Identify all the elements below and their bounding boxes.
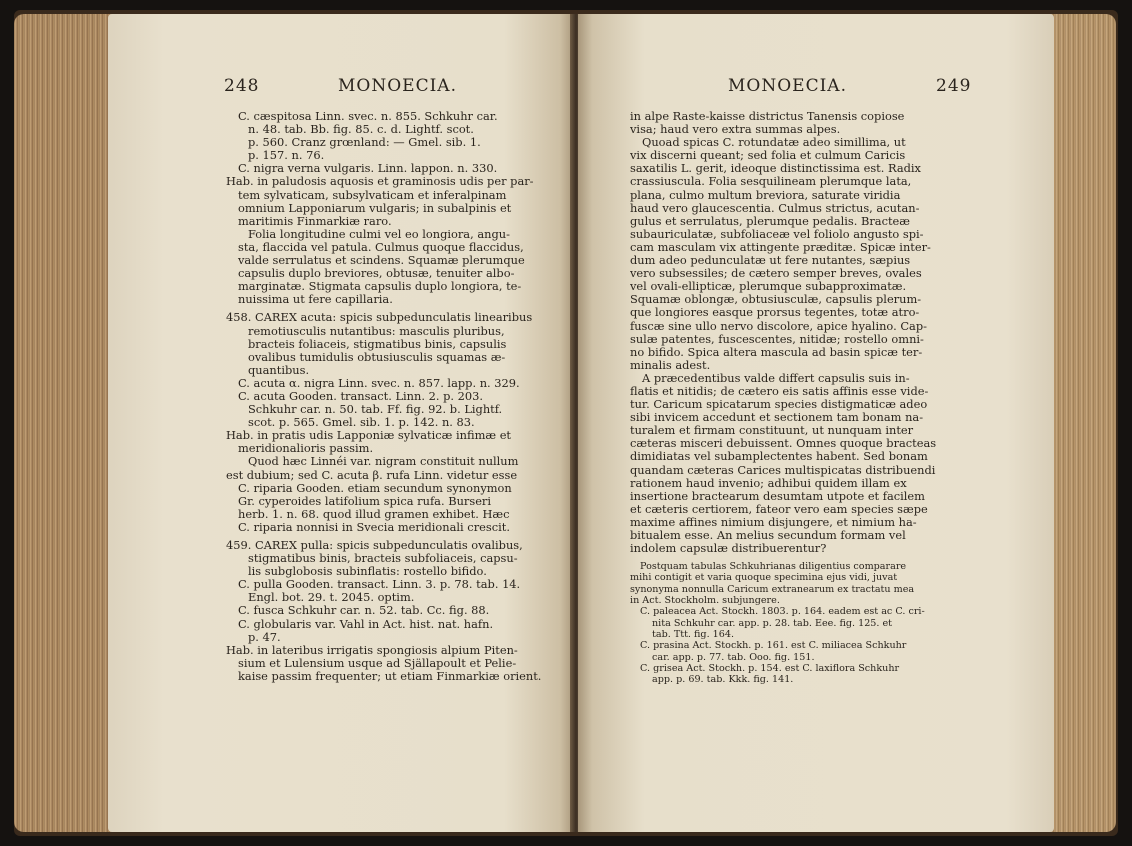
text-line: turalem et firmam constituunt, ut nunquam inter [630, 424, 914, 438]
text-line: Squamæ oblongæ, obtusiusculæ, capsulis plerum- [630, 293, 922, 307]
text-line: 458. CAREX acuta: spicis subpedunculatis linearibus [226, 311, 533, 325]
text-line: C. paleacea Act. Stockh. 1803. p. 164. eadem est ac C. cri- [640, 606, 925, 618]
text-line: tem sylvaticam, subsylvaticam et inferalpinam [238, 188, 507, 202]
text-line: fuscæ sine ullo nervo discolore, apice hyalino. Cap- [630, 319, 927, 333]
text-line: in alpe Raste-kaisse districtus Tanensis copiose [630, 110, 905, 123]
text-line: C. fusca Schkuhr car. n. 52. tab. Cc. fig. 88. [238, 604, 490, 618]
text-line: Gr. cyperoides latifolium spica rufa. Burseri [238, 494, 492, 508]
text-line: no bifido. Spica altera mascula ad basin spicæ ter- [630, 345, 923, 359]
text-line: Schkuhr car. n. 50. tab. Ff. fig. 92. b. Lightf. [248, 403, 503, 417]
text-line: subauriculatæ, subfoliaceæ vel foliolo angusto spi- [630, 227, 924, 241]
text-line: flatis et nitidis; de cætero eis satis affinis esse vide- [630, 384, 929, 398]
text-line: C. prasina Act. Stockh. p. 161. est C. miliacea Schkuhr [640, 640, 907, 652]
text-line: 459. CAREX pulla: spicis subpedunculatis ovalibus, [226, 539, 523, 552]
text-line: Postquam tabulas Schkuhrianas diligentius comparare [640, 561, 907, 573]
text-line: Hab. in lateribus irrigatis spongiosis alpium Piten- [226, 643, 518, 657]
text-line: minalis adest. [630, 358, 711, 372]
text-line: C. nigra verna vulgaris. Linn. lappon. n. 330. [238, 162, 498, 176]
text-line: nita Schkuhr car. app. p. 28. tab. Eee. fig. 125. et [652, 617, 893, 629]
text-line: valde serrulatus et scindens. Squamæ plerumque [238, 254, 525, 268]
right-page-edges [1050, 14, 1116, 832]
text-line: vero subsessiles; de cætero semper breves, ovales [630, 267, 922, 281]
text-line: crassiuscula. Folia sesquilineam plerumque lata, [630, 175, 912, 189]
text-line: synonyma nonnulla Caricum extranearum ex tractatu mea [630, 583, 915, 595]
text-line: lis subglobosis subinflatis: rostello bifido. [248, 565, 487, 579]
text-line: insertione bractearum desumtam utpote et facilem [630, 489, 925, 503]
text-line: app. p. 69. tab. Kkk. fig. 141. [652, 674, 794, 686]
text-line: Hab. in paludosis aquosis et graminosis udis per par- [226, 175, 534, 189]
text-line: visa; haud vero extra summas alpes. [630, 123, 841, 137]
text-line: C. globularis var. Vahl in Act. hist. nat. hafn. [238, 617, 494, 631]
page-number: 249 [936, 76, 972, 96]
text-line: vel ovali-ellipticæ, plerumque subapproximatæ. [630, 280, 907, 294]
text-line: C. acuta α. nigra Linn. svec. n. 857. lapp. n. 329. [238, 376, 520, 390]
text-line: kaise passim frequenter; ut etiam Finmarkiæ orient. [238, 669, 542, 683]
text-line: C. acuta Gooden. transact. Linn. 2. p. 203. [238, 389, 483, 403]
text-line: meridionalioris passim. [238, 442, 374, 456]
text-line: in Act. Stockholm. subjungere. [630, 595, 780, 607]
text-line: capsulis duplo breviores, obtusæ, tenuiter albo- [238, 267, 515, 281]
left-page-text [226, 110, 564, 683]
left-page-edges [14, 14, 114, 832]
running-title: MONOECIA. [338, 76, 457, 96]
text-line: p. 47. [248, 630, 281, 644]
page-number: 248 [224, 76, 260, 96]
text-line: quantibus. [248, 363, 310, 377]
text-line: p. 560. Cranz grœnland: — Gmel. sib. 1. [248, 136, 481, 150]
text-line: nuissima ut fere capillaria. [238, 293, 393, 307]
text-line: sta, flaccida vel patula. Culmus quoque flaccidus, [238, 240, 524, 254]
text-line: est dubium; sed C. acuta β. rufa Linn. videtur esse [226, 468, 518, 482]
right-page-header [578, 76, 1054, 102]
text-line: tab. Ttt. fig. 164. [652, 628, 735, 640]
text-line: stigmatibus binis, bracteis subfoliaceis, capsu- [248, 552, 518, 566]
text-line: haud vero glaucescentia. Culmus strictus, acutan- [630, 201, 920, 215]
text-line: dimidiatas vel subamplectentes habent. Sed bonam [630, 450, 928, 464]
text-line: dum adeo pedunculatæ ut fere nutantes, sæpius [630, 254, 911, 268]
text-line: C. riparia nonnisi in Svecia meridionali crescit. [238, 520, 510, 534]
text-line: C. riparia Gooden. etiam secundum synonymon [238, 481, 512, 495]
text-line: et cæteris certiorem, fateor vero eam species sæpe [630, 502, 928, 516]
footnote [630, 561, 992, 685]
text-line: sium et Lulensium usque ad Själlapoult et Pelie- [238, 656, 517, 670]
text-line: que longiores easque prorsus tegentes, totæ atro- [630, 306, 920, 320]
text-line: ovalibus tumidulis obtusiusculis squamas æ- [248, 350, 506, 364]
text-line: sulæ patentes, fuscescentes, nitidæ; rostello omni- [630, 332, 924, 346]
text-line: maritimis Finmarkiæ raro. [238, 214, 392, 228]
text-line: Quod hæc Linnéi var. nigram constituit nullum [248, 455, 519, 469]
right-page [578, 14, 1054, 832]
running-title: MONOECIA. [728, 76, 847, 96]
text-line: A præcedentibus valde differt capsulis suis in- [642, 371, 910, 385]
left-page [108, 14, 574, 832]
text-line: indolem capsulæ distribuerentur? [630, 542, 827, 556]
text-line: herb. 1. n. 68. quod illud gramen exhibet. Hæc [238, 507, 510, 521]
text-line: n. 48. tab. Bb. fig. 85. c. d. Lightf. scot. [248, 123, 474, 137]
text-line: bitualem esse. An melius secundum formam vel [630, 529, 906, 542]
main-text [630, 110, 992, 555]
text-line: vix discerni queant; sed folia et culmum Caricis [630, 149, 906, 163]
text-line: sibi invicem accedunt et sectionem tam bonam na- [630, 411, 924, 425]
text-line: remotiusculis nutantibus: masculis pluribus, [248, 324, 505, 338]
text-line: Engl. bot. 29. t. 2045. optim. [248, 591, 415, 605]
text-line: Hab. in pratis udis Lapponiæ sylvaticæ infimæ et [226, 429, 512, 443]
text-line: C. pulla Gooden. transact. Linn. 3. p. 78. tab. 14. [238, 578, 521, 592]
text-line: cam masculam vix attingente præditæ. Spicæ inter- [630, 240, 931, 254]
text-line: p. 157. n. 76. [248, 149, 325, 163]
left-page-header [108, 76, 574, 102]
text-line: C. grisea Act. Stockh. p. 154. est C. laxiflora Schkuhr [640, 662, 900, 674]
text-line: Folia longitudine culmi vel eo longiora, angu- [248, 227, 510, 241]
text-line: Quoad spicas C. rotundatæ adeo simillima, ut [642, 136, 906, 150]
text-line: scot. p. 565. Gmel. sib. 1. p. 142. n. 83. [248, 416, 475, 430]
text-line: C. cæspitosa Linn. svec. n. 855. Schkuhr car. [238, 110, 498, 123]
text-line: car. app. p. 77. tab. Ooo. fig. 151. [652, 651, 815, 663]
text-line: gulus et serrulatus, plerumque pedalis. Bracteæ [630, 214, 911, 228]
text-line: cæteras misceri debuissent. Omnes quoque bracteas [630, 437, 937, 451]
text-line: saxatilis L. gerit, ideoque distinctissima est. Radix [630, 162, 921, 176]
text-line: quandam cæteras Carices multispicatas distribuendi [630, 463, 936, 477]
text-line: tur. Caricum spicatarum species distigmaticæ adeo [630, 398, 928, 412]
right-page-text [630, 110, 992, 685]
text-line: mihi contigit et varia quoque specimina ejus vidi, juvat [630, 572, 898, 584]
text-line: maxime affines nimium disjungere, et nimium ha- [630, 515, 917, 529]
text-line: omnium Lapponiarum vulgaris; in subalpinis et [238, 201, 512, 215]
text-line: bracteis foliaceis, stigmatibus binis, capsulis [248, 337, 507, 351]
text-line: plana, culmo multum breviora, saturate viridia [630, 188, 901, 202]
text-line: rationem haud invenio; adhibui quidem illam ex [630, 476, 907, 490]
text-line: marginatæ. Stigmata capsulis duplo longiora, te- [238, 280, 522, 294]
